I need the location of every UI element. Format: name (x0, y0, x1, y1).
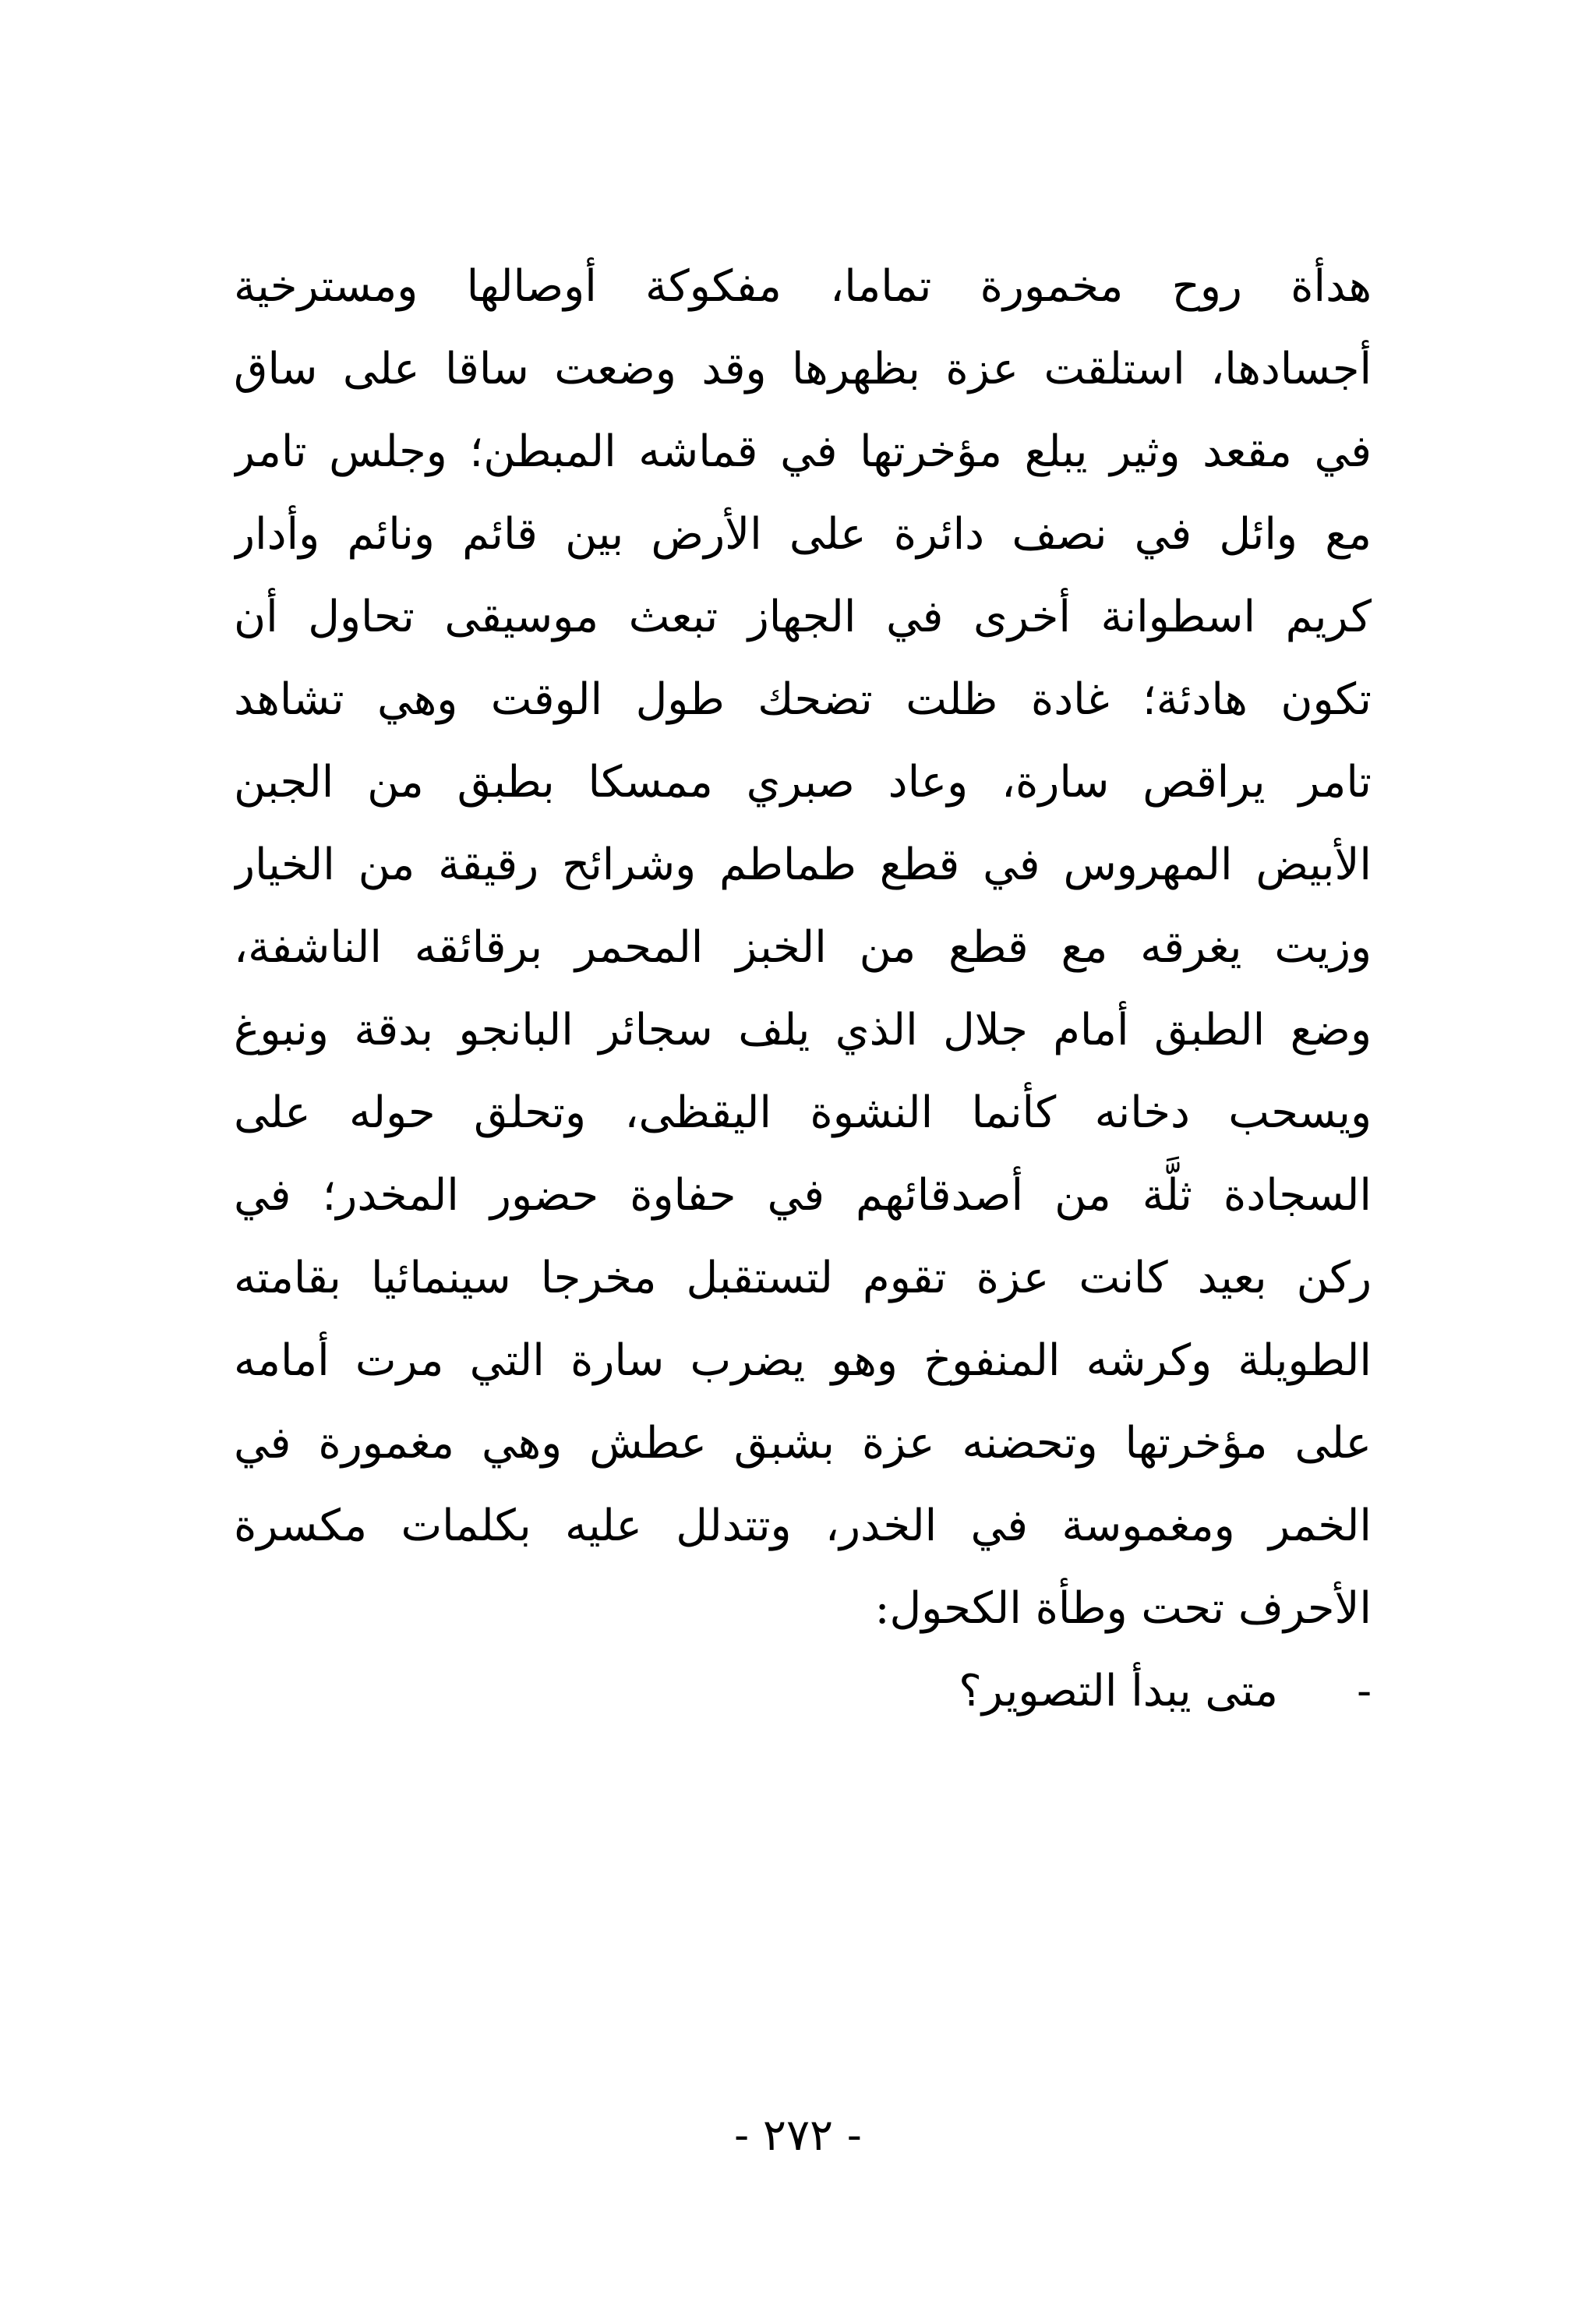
paragraph-line-1: هدأة روح مخمورة تماما، مفكوكة أوصالها ومسترخية (234, 261, 1372, 312)
paragraph-line-6: تكون هادئة؛ غادة ظلت تضحك طول الوقت وهي تشاهد (234, 674, 1372, 725)
paragraph-line-8: الأبيض المهروس في قطع طماطم وشرائح رقيقة من الخيار (234, 840, 1372, 890)
dialogue-text: متى يبدأ التصوير؟ (959, 1666, 1278, 1716)
dialogue-dash: - (1357, 1666, 1372, 1716)
paragraph-line-14: الطويلة وكرشه المنفوخ وهو يضرب سارة التي مرت أمامه (234, 1335, 1372, 1386)
paragraph-line-15: على مؤخرتها وتحضنه عزة بشبق عطش وهي مغمورة في (234, 1418, 1372, 1469)
paragraph (234, 246, 1372, 1733)
paragraph-line-3: في مقعد وثير يبلع مؤخرتها في قماشه المبطن؛ وجلس تامر (234, 426, 1372, 477)
paragraph-line-2: أجسادها، استلقت عزة بظهرها وقد وضعت ساقا على ساق (234, 344, 1372, 394)
paragraph-line-4: مع وائل في نصف دائرة على الأرض بين قائم ونائم وأدار (234, 509, 1372, 560)
paragraph-line-10: وضع الطبق أمام جلال الذي يلف سجائر البانجو بدقة ونبوغ (234, 1005, 1372, 1055)
paragraph-line-5: كريم اسطوانة أخرى في الجهاز تبعث موسيقى تحاول أن (234, 592, 1372, 642)
paragraph-line-12: السجادة ثلَّة من أصدقائهم في حفاوة حضور المخدر؛ في (234, 1170, 1372, 1221)
paragraph-line-16: الخمر ومغموسة في الخدر، وتتدلل عليه بكلمات مكسرة (234, 1501, 1372, 1551)
dialogue-line (234, 1650, 1372, 1733)
paragraph-line-7: تامر يراقص سارة، وعاد صبري ممسكا بطبق من الجبن (234, 757, 1372, 808)
paragraph-line-11: ويسحب دخانه كأنما النشوة اليقظى، وتحلق حوله على (234, 1087, 1372, 1138)
paragraph-line-17: الأحرف تحت وطأة الكحول: (874, 1583, 1372, 1634)
paragraph-line-9: وزيت يغرقه مع قطع من الخبز المحمر برقائقه الناشفة، (234, 922, 1372, 973)
paragraph-line-13: ركن بعيد كانت عزة تقوم لتستقبل مخرجا سينمائيا بقامته (234, 1253, 1372, 1303)
page-number: - ٢٧٢ - (734, 2110, 862, 2161)
